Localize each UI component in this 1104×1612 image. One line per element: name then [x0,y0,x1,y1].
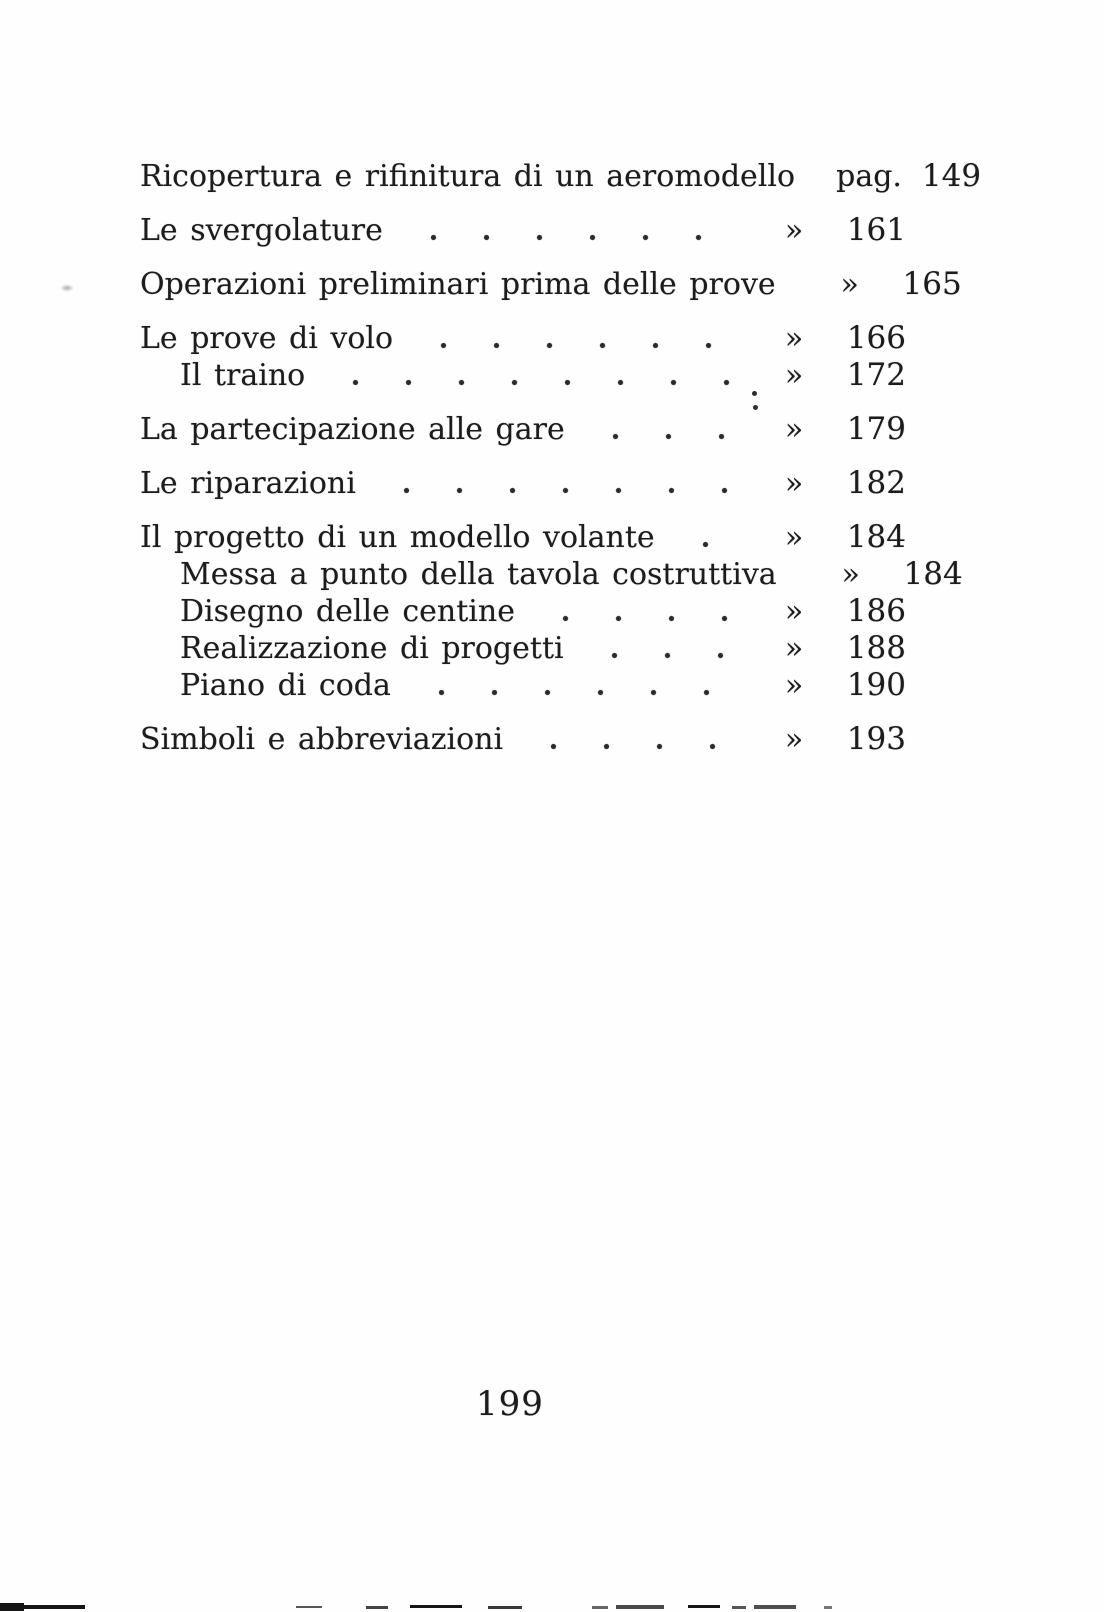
toc-entry [140,411,906,448]
dot-leader [415,689,744,696]
toc-entry-title: Simboli e abbreviazioni [140,722,504,757]
page-number: 193 [846,721,906,757]
toc-entry [140,212,906,249]
toc-entry [140,593,906,630]
scan-artifact-segment [410,1605,462,1608]
page-unit-label: » [784,594,804,629]
toc-entry-title: Il traino [180,358,306,393]
footer-page-number: 199 [476,1384,544,1424]
scan-stray-dot [753,405,758,410]
scan-ink-speck [60,284,74,292]
page-number: 184 [846,519,906,555]
dot-leader [527,743,744,750]
scan-artifact-segment [592,1606,608,1609]
page-unit-label: » [784,520,804,555]
page-unit-label: » [784,722,804,757]
page-number: 179 [846,411,906,447]
scan-artifact-segment [20,1605,85,1609]
toc-entry [140,630,906,667]
scan-artifact-segment [754,1605,796,1609]
toc-entry-title: Operazioni preliminari prima delle prove [140,267,776,302]
dot-leader [588,652,744,659]
toc-entry-title: Le riparazioni [140,466,356,501]
page-number: 190 [846,667,906,703]
scan-artifact-segment [732,1606,746,1609]
toc-entry [140,721,906,758]
page-number: 166 [846,320,906,356]
page-number: 172 [846,357,906,393]
toc-entry-title: Piano di coda [180,668,391,703]
dot-leader [417,342,744,349]
page-unit-label: » [784,631,804,666]
scan-artifact-segment [296,1606,322,1608]
page-unit-label: » [784,668,804,703]
page-unit-label: » [841,557,860,592]
toc-entry [140,465,906,502]
scan-artifact-segment [824,1606,832,1609]
toc-entry [140,556,963,593]
page-unit-label: » [784,321,804,356]
scan-stray-dot [752,391,757,396]
page-number: 149 [921,158,982,194]
page-unit-label: » [784,358,804,393]
dot-leader [679,541,744,548]
scan-artifact-segment [688,1605,720,1608]
table-of-contents [140,158,982,758]
toc-entry [140,519,906,556]
page-unit-label: » [784,213,804,248]
toc-entry [140,667,906,704]
toc-entry-title: Le prove di volo [140,321,394,356]
toc-entry-title: La partecipazione alle gare [140,412,565,447]
scan-artifact-segment [488,1606,522,1609]
toc-entry-title: Realizzazione di progetti [180,631,564,666]
toc-entry [140,158,982,195]
page-unit-label: » [840,267,859,302]
toc-entry-title: Messa a punto della tavola costruttiva [180,557,777,592]
page-number: 184 [903,556,963,592]
toc-entry-title: Il progetto di un modello volante [140,520,655,555]
page-unit-label: » [784,412,804,447]
toc-entry-title: Disegno delle centine [180,594,515,629]
dot-leader [380,487,744,494]
page-number: 182 [846,465,906,501]
toc-entry-title: Ricopertura e rifinitura di un aeromodello [140,159,796,194]
dot-leader [589,433,744,440]
dot-leader [539,615,744,622]
page-number: 161 [846,212,906,248]
scan-artifact-segment [366,1606,388,1609]
toc-entry [140,320,906,357]
dot-leader [329,379,744,386]
toc-entry-title: Le svergolature [140,213,383,248]
scan-artifact-segment [616,1605,664,1609]
page-number: 165 [902,266,962,302]
page-number: 186 [846,593,906,629]
page-unit-label: pag. [836,159,902,194]
page-unit-label: » [784,466,804,501]
toc-entry [140,357,906,394]
toc-entry [140,266,962,303]
page-number: 188 [846,630,906,666]
dot-leader [407,234,744,241]
